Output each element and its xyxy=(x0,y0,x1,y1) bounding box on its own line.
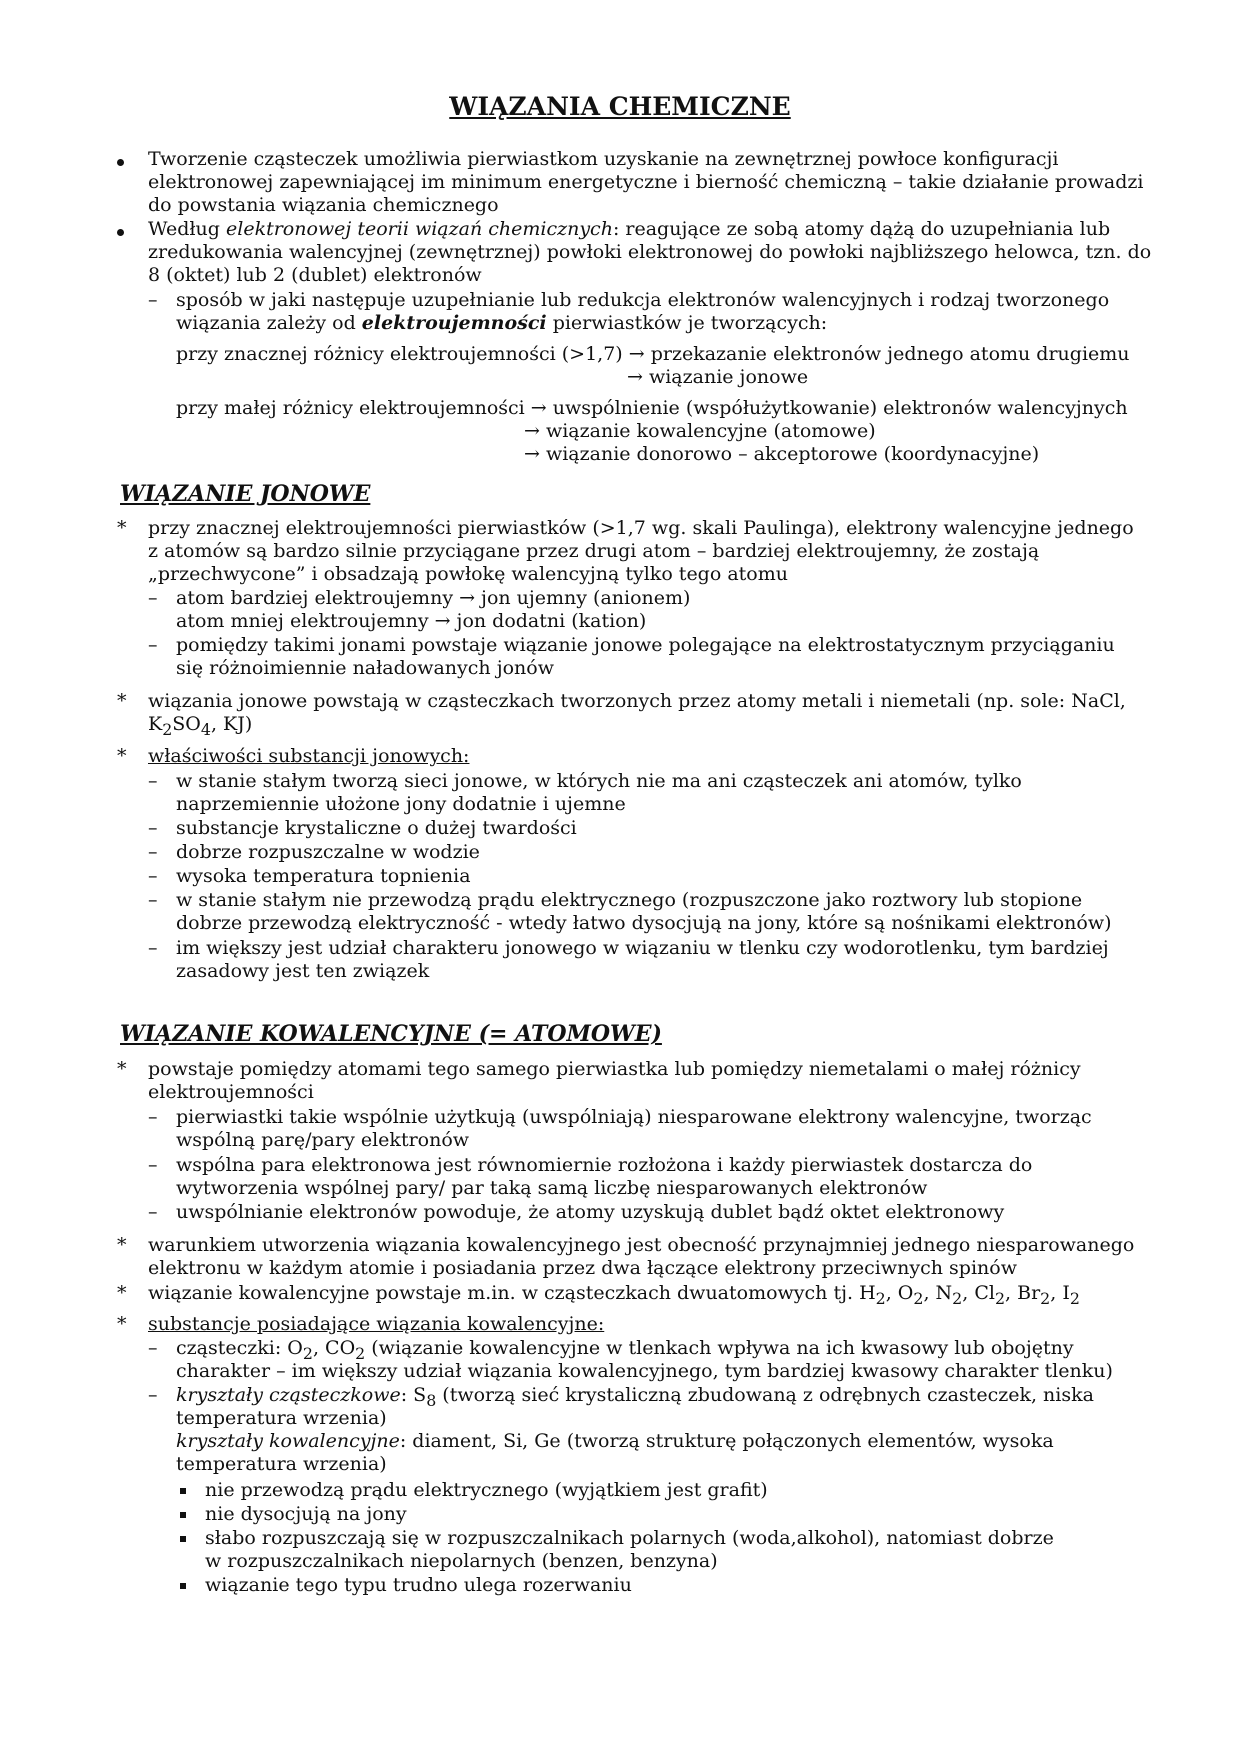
ionic-properties-heading: właściwości substancji jonowych: xyxy=(148,745,470,767)
dash-marker: – xyxy=(148,289,158,311)
intro-case-ionic: → wiązanie jonowe xyxy=(627,366,809,388)
ionic-prop-line: zasadowy jest ten związek xyxy=(176,960,430,982)
ionic-cation-line: atom mniej elektroujemny → jon dodatni (kation) xyxy=(176,610,647,632)
ionic-p2-line-1: wiązania jonowe powstają w cząsteczkach tworzonych przez atomy metali i niemetali (np. sole: NaCl, xyxy=(148,690,1126,712)
ionic-prop-line: naprzemiennie ułożone jony dodatnie i ujemne xyxy=(176,793,626,815)
dash-marker: – xyxy=(148,1154,158,1176)
asterisk-marker: * xyxy=(117,1234,127,1256)
dash-marker: – xyxy=(148,841,158,863)
intro-bullet-1-line-1: Tworzenie cząsteczek umożliwia pierwiastkom uzyskanie na zewnętrznej powłoce konfiguracji xyxy=(148,148,1059,170)
ionic-p1-line-1: przy znacznej elektroujemności pierwiastków (>1,7 wg. skali Paulinga), elektrony walencyjne jednego xyxy=(148,517,1134,539)
ionic-prop-line: substancje krystaliczne o dużej twardości xyxy=(176,817,577,839)
square-bullet xyxy=(180,1512,186,1518)
asterisk-marker: * xyxy=(117,690,127,712)
covalent-molecules-line-2: charakter – im większy udział wiązania kowalencyjnego, tym bardziej kwasowy charakter tlenku) xyxy=(176,1360,1113,1382)
ionic-prop-line: w stanie stałym tworzą sieci jonowe, w których nie ma ani cząsteczek ani atomów, tylko xyxy=(176,770,1022,792)
asterisk-marker: * xyxy=(117,517,127,539)
covalent-molecular-crystals-line-2: temperatura wrzenia) xyxy=(176,1407,387,1429)
asterisk-marker: * xyxy=(117,745,127,767)
ionic-p1-line-2: z atomów są bardzo silnie przyciągane przez drugi atom – bardziej elektroujemny, że zostają xyxy=(148,540,1040,562)
ionic-prop-line: wysoka temperatura topnienia xyxy=(176,865,471,887)
covalent-property-line: wiązanie tego typu trudno ulega rozerwaniu xyxy=(205,1574,632,1596)
square-bullet xyxy=(180,1488,186,1494)
covalent-substances-heading: substancje posiadające wiązania kowalencyjne: xyxy=(148,1313,605,1335)
page-title: WIĄZANIA CHEMICZNE xyxy=(449,92,791,121)
intro-bullet-1-line-2: elektronowej zapewniającej im minimum energetyczne i bierność chemiczną – takie działanie prowadzi xyxy=(148,171,1144,193)
covalent-molecular-crystals-line-1: kryształy cząsteczkowe: $S_8$ (tworzą sieć krystaliczną zbudowaną z odrębnych czasteczek, niska xyxy=(176,1384,1094,1410)
section-heading-covalent: WIĄZANIE KOWALENCYJNE (= ATOMOWE) xyxy=(120,1021,662,1047)
intro-bullet-2-line-3: 8 (oktet) lub 2 (dublet) elektronów xyxy=(148,264,482,286)
ionic-prop-line: dobrze przewodzą elektryczność - wtedy łatwo dysocjują na jony, które są nośnikami elektronów) xyxy=(176,912,1112,934)
covalent-property-line: w rozpuszczalnikach niepolarnych (benzen, benzyna) xyxy=(205,1550,718,1572)
bullet-dot xyxy=(117,159,124,166)
dash-marker: – xyxy=(148,817,158,839)
covalent-dash-line: wytworzenia wspólnej pary/ par taką samą liczbę niesparowanych elektronów xyxy=(176,1177,928,1199)
intro-case-large-diff: przy znacznej różnicy elektroujemności (>1,7) → przekazanie elektronów jednego atomu drugiemu xyxy=(176,343,1130,365)
section-heading-ionic: WIĄZANIE JONOWE xyxy=(120,481,371,507)
covalent-covalent-crystals-line-2: temperatura wrzenia) xyxy=(176,1453,387,1475)
covalent-property-line: nie przewodzą prądu elektrycznego (wyjątkiem jest grafit) xyxy=(205,1479,768,1501)
ionic-anion-line: atom bardziej elektroujemny → jon ujemny (anionem) xyxy=(176,587,691,609)
dash-marker: – xyxy=(148,1337,158,1359)
dash-marker: – xyxy=(148,937,158,959)
intro-bullet-2-line-1: Według elektronowej teorii wiązań chemicznych: reagujące ze sobą atomy dążą do uzupełniania lub xyxy=(148,218,1111,240)
intro-case-covalent: → wiązanie kowalencyjne (atomowe) xyxy=(524,420,876,442)
intro-dash-line-2: wiązania zależy od elektroujemności pierwiastków je tworzących: xyxy=(176,312,828,334)
intro-bullet-1-line-3: do powstania wiązania chemicznego xyxy=(148,194,499,216)
square-bullet xyxy=(180,1583,186,1589)
dash-marker: – xyxy=(148,1106,158,1128)
covalent-molecules-line-1: cząsteczki: $O_2$, $CO_2$ (wiązanie kowalencyjne w tlenkach wpływa na ich kwasowy lub obojętny xyxy=(176,1337,1074,1363)
ionic-prop-line: w stanie stałym nie przewodzą prądu elektrycznego (rozpuszczone jako roztwory lub stopione xyxy=(176,889,1083,911)
covalent-dash-line: wspólna para elektronowa jest równomiernie rozłożona i każdy pierwiastek dostarcza do xyxy=(176,1154,1033,1176)
covalent-dash-line: wspólną parę/pary elektronów xyxy=(176,1129,470,1151)
asterisk-marker: * xyxy=(117,1313,127,1335)
covalent-p2-line-2: elektronu w każdym atomie i posiadania przez dwa łączące elektrony przeciwnych spinów xyxy=(148,1257,1017,1279)
dash-marker: – xyxy=(148,889,158,911)
covalent-p2-line-1: warunkiem utworzenia wiązania kowalencyjnego jest obecność przynajmniej jednego niesparowanego xyxy=(148,1234,1135,1256)
covalent-property-line: słabo rozpuszczają się w rozpuszczalnikach polarnych (woda,alkohol), natomiast dobrze xyxy=(205,1527,1054,1549)
covalent-p3-line: wiązanie kowalencyjne powstaje m.in. w cząsteczkach dwuatomowych tj. $H_2$, $O_2$, $N_2$, $Cl_2$, $Br_2$, $I_2$ xyxy=(148,1282,1080,1308)
ionic-prop-line: im większy jest udział charakteru jonowego w wiązaniu w tlenku czy wodorotlenku, tym bardziej xyxy=(176,937,1109,959)
intro-case-small-diff: przy małej różnicy elektroujemności → uwspólnienie (współużytkowanie) elektronów walencyjnych xyxy=(176,397,1128,419)
dash-marker: – xyxy=(148,1201,158,1223)
covalent-dash-line: pierwiastki takie wspólnie użytkują (uwspólniają) niesparowane elektrony walencyjne, tworząc xyxy=(176,1106,1092,1128)
intro-case-donor: → wiązanie donorowo – akceptorowe (koordynacyjne) xyxy=(524,443,1040,465)
square-bullet xyxy=(180,1536,186,1542)
ionic-p1-line-3: „przechwycone” i obsadzają powłokę walencyjną tylko tego atomu xyxy=(148,563,788,585)
covalent-p1-line-2: elektroujemności xyxy=(148,1081,314,1103)
dash-marker: – xyxy=(148,770,158,792)
intro-dash-line-1: sposób w jaki następuje uzupełnianie lub redukcja elektronów walencyjnych i rodzaj tworzonego xyxy=(176,289,1110,311)
dash-marker: – xyxy=(148,634,158,656)
covalent-dash-line: uwspólnianie elektronów powoduje, że atomy uzyskują dublet bądź oktet elektronowy xyxy=(176,1201,1005,1223)
ionic-p2-line-2: $K_2SO_4$, KJ) xyxy=(148,713,253,739)
bullet-dot xyxy=(117,229,124,236)
covalent-p1-line-1: powstaje pomiędzy atomami tego samego pierwiastka lub pomiędzy niemetalami o małej różnicy xyxy=(148,1058,1081,1080)
dash-marker: – xyxy=(148,1384,158,1406)
ionic-d2-line-2: się różnoimiennie naładowanych jonów xyxy=(176,657,554,679)
asterisk-marker: * xyxy=(117,1058,127,1080)
covalent-property-line: nie dysocjują na jony xyxy=(205,1503,407,1525)
asterisk-marker: * xyxy=(117,1282,127,1304)
ionic-prop-line: dobrze rozpuszczalne w wodzie xyxy=(176,841,480,863)
intro-bullet-2-line-2: zredukowania walencyjnej (zewnętrznej) powłoki elektronowej do powłoki najbliższego helowca, tzn. do xyxy=(148,241,1152,263)
dash-marker: – xyxy=(148,587,158,609)
covalent-covalent-crystals-line-1: kryształy kowalencyjne: diament, Si, Ge (tworzą strukturę połączonych elementów, wysoka xyxy=(176,1430,1054,1452)
dash-marker: – xyxy=(148,865,158,887)
ionic-d2-line-1: pomiędzy takimi jonami powstaje wiązanie jonowe polegające na elektrostatycznym przyciąganiu xyxy=(176,634,1115,656)
